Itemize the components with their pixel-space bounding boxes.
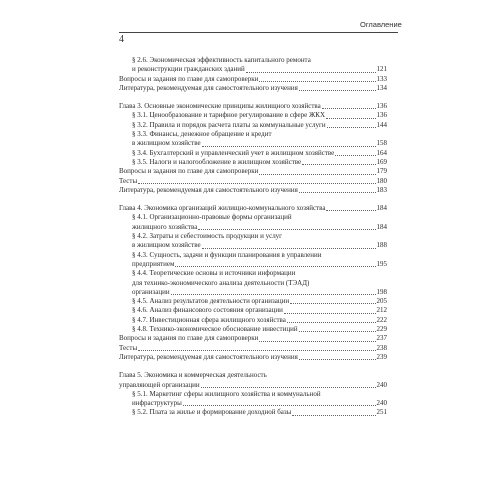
toc-page-number: 222 <box>376 315 387 324</box>
toc-entry-text: Вопросы и задания по главе для самопроверки <box>119 334 259 343</box>
dot-leader <box>138 350 375 351</box>
toc-entry-text: и реконструкции гражданских зданий <box>132 65 245 74</box>
toc-page-number: 179 <box>376 167 387 176</box>
toc-entry[interactable] <box>119 75 387 84</box>
toc-entry[interactable] <box>119 84 387 93</box>
toc-page-number: 180 <box>376 176 387 185</box>
dot-leader <box>299 331 376 332</box>
toc-entry-text: Глава 3. Основные экономические принципы жилищного хозяйства <box>119 102 321 111</box>
dot-leader <box>259 341 375 342</box>
toc-entry-text: предприятием <box>132 259 175 268</box>
toc-page-number: 240 <box>376 380 387 389</box>
toc-entry-text: § 2.6. Экономическая эффективность капитального ремонта <box>132 56 311 64</box>
toc-entry-text: § 5.2. Плата за жилье и формирование доходной базы <box>132 408 292 417</box>
toc-entry-text: жилищного хозяйства <box>132 222 198 231</box>
toc-entry[interactable] <box>119 297 387 306</box>
toc-entry-text: § 3.5. Налоги и налогообложение в жилищном хозяйстве <box>132 157 302 166</box>
toc-entry-text: Литература, рекомендуемая для самостоятельного изучения <box>119 352 298 361</box>
toc-entry-text: § 4.8. Технико-экономическое обоснование инвестиций <box>132 325 298 334</box>
dot-leader <box>201 387 376 388</box>
toc-entry-text: для технико-экономического анализа деятельности (ТЭАД) <box>132 278 310 287</box>
toc-page-number: 205 <box>376 297 387 306</box>
toc-entry-text: § 4.3. Сущность, задачи и функции планирования в управлении <box>132 250 322 259</box>
toc-entry-text: § 3.4. Бухгалтерский и управленческий учет в жилищном хозяйстве <box>132 148 335 157</box>
toc-entry-text: § 3.3. Финансы, денежное обращение и кредит <box>132 130 272 139</box>
toc-entry[interactable] <box>119 325 387 334</box>
toc-entry[interactable] <box>119 121 387 130</box>
toc-chapter-entry[interactable] <box>119 204 387 213</box>
toc-entry-text: § 3.1. Ценообразование и тарифное регулирование в сфере ЖКХ <box>132 111 326 120</box>
toc-entry-text: Вопросы и задания по главе для самопроверки <box>119 167 259 176</box>
toc-page-number: 237 <box>376 334 387 343</box>
toc-page-number: 240 <box>376 399 387 408</box>
dot-leader <box>326 210 375 211</box>
page-number: 4 <box>119 34 124 45</box>
toc-page-number: 121 <box>376 65 387 74</box>
dot-leader <box>327 127 376 128</box>
toc-page-number: 184 <box>376 204 387 213</box>
toc-entry[interactable] <box>119 269 387 297</box>
toc-entry[interactable] <box>119 213 387 232</box>
toc-entry[interactable] <box>119 306 387 315</box>
toc-entry[interactable] <box>119 390 387 409</box>
toc-entry[interactable] <box>119 56 387 75</box>
toc-entry-text: Литература, рекомендуемая для самостоятельного изучения <box>119 83 298 92</box>
toc-entry-text: Литература, рекомендуемая для самостоятельного изучения <box>119 185 298 194</box>
dot-leader <box>138 183 375 184</box>
toc-entry[interactable] <box>119 408 387 417</box>
toc-entry-text: инфраструктуры <box>132 399 182 408</box>
dot-leader <box>292 415 375 416</box>
toc-page-number: 133 <box>376 74 387 83</box>
toc-entry-text: § 4.2. Затраты и себестоимость продукции и услуг <box>132 232 283 241</box>
dot-leader <box>299 90 376 91</box>
toc-entry-text: Глава 4. Экономика организаций жилищно-коммунального хозяйства <box>119 204 326 213</box>
toc-entry-text: Тесты <box>119 176 138 185</box>
dot-leader <box>175 266 375 267</box>
header-rule <box>119 32 398 33</box>
dot-leader <box>198 229 375 230</box>
toc-chapter-entry[interactable] <box>119 371 387 390</box>
dot-leader <box>171 294 376 295</box>
toc-entry-text: § 4.6. Анализ финансового состояния организации <box>132 306 283 315</box>
toc-entry-text: § 5.1. Маркетинг сферы жилищного хозяйства и коммунальной <box>132 389 321 398</box>
toc-page-number: 164 <box>376 148 387 157</box>
toc-entry-text: § 4.1. Организационно-правовые формы организаций <box>132 213 292 222</box>
toc-entry-text: в жилищном хозяйстве <box>132 139 201 148</box>
dot-leader <box>290 303 375 304</box>
dot-leader <box>322 108 376 109</box>
toc-page-number: 229 <box>376 325 387 334</box>
toc-page-number: 183 <box>376 185 387 194</box>
toc-entry[interactable] <box>119 344 387 353</box>
toc-entry-text: организации <box>132 287 170 296</box>
toc-entry[interactable] <box>119 334 387 343</box>
toc-page-number: 169 <box>376 157 387 166</box>
toc-page-number: 212 <box>376 306 387 315</box>
toc-page-number: 239 <box>376 352 387 361</box>
toc-entry-text: § 4.4. Теоретические основы и источники информации <box>132 269 296 278</box>
toc-entry-text: Тесты <box>119 343 138 352</box>
toc-entry[interactable] <box>119 353 387 362</box>
dot-leader <box>259 174 375 175</box>
running-head: Оглавление <box>360 20 402 29</box>
toc-page-number: 188 <box>376 241 387 250</box>
toc-entry[interactable] <box>119 177 387 186</box>
toc-page-number: 184 <box>376 222 387 231</box>
toc-entry-text: Глава 5. Экономика и коммерческая деятельность <box>119 371 267 380</box>
toc-page-number: 136 <box>376 102 387 111</box>
toc-chapter-entry[interactable] <box>119 102 387 111</box>
toc-entry[interactable] <box>119 251 387 270</box>
dot-leader <box>284 313 376 314</box>
toc-page-number: 136 <box>376 111 387 120</box>
toc-entry-text: Вопросы и задания по главе для самопроверки <box>119 74 259 83</box>
toc-page-number: 134 <box>376 83 387 92</box>
table-of-contents <box>119 56 387 418</box>
toc-entry[interactable] <box>119 130 387 149</box>
dot-leader <box>287 322 376 323</box>
toc-entry-text: управляющей организации <box>119 380 200 389</box>
toc-page-number: 144 <box>376 120 387 129</box>
toc-entry-text: § 4.7. Инвестиционная сфера жилищного хозяйства <box>132 315 286 324</box>
toc-entry[interactable] <box>119 186 387 195</box>
toc-entry[interactable] <box>119 167 387 176</box>
dot-leader <box>183 405 376 406</box>
dot-leader <box>259 81 375 82</box>
dot-leader <box>202 146 376 147</box>
toc-page-number: 195 <box>376 259 387 268</box>
toc-page-number: 238 <box>376 343 387 352</box>
toc-entry-text: в жилищном хозяйстве <box>132 241 201 250</box>
toc-page-number: 251 <box>376 408 387 417</box>
toc-page-number: 198 <box>376 287 387 296</box>
dot-leader <box>335 155 375 156</box>
dot-leader <box>299 359 376 360</box>
dot-leader <box>202 248 376 249</box>
dot-leader <box>299 192 376 193</box>
toc-entry[interactable] <box>119 111 387 120</box>
toc-entry[interactable] <box>119 232 387 251</box>
toc-entry-text: § 3.2. Правила и порядок расчета платы за коммунальные услуги <box>132 120 326 129</box>
dot-leader <box>302 164 375 165</box>
dot-leader <box>326 118 375 119</box>
toc-entry[interactable] <box>119 149 387 158</box>
toc-entry[interactable] <box>119 316 387 325</box>
toc-entry[interactable] <box>119 158 387 167</box>
toc-page-number: 158 <box>376 139 387 148</box>
dot-leader <box>246 72 376 73</box>
toc-entry-text: § 4.5. Анализ результатов деятельности организации <box>132 297 290 306</box>
